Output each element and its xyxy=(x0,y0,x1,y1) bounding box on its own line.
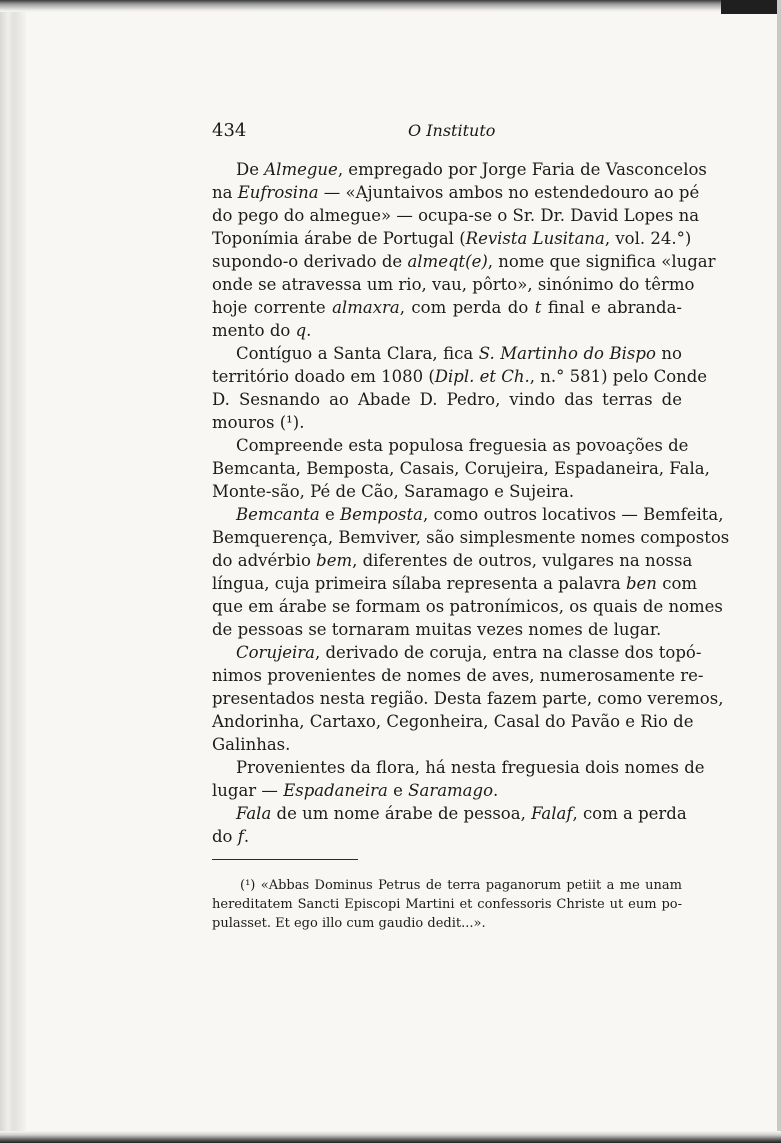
text-line: do advérbio bem, diferentes de outros, vulgares na nossa xyxy=(212,551,693,570)
text-line: Provenientes da flora, há nesta freguesia dois nomes de xyxy=(236,758,705,777)
text-line: do f. xyxy=(212,827,250,846)
footnote-line: (¹) «Abbas Dominus Petrus de terra paganorum petiit a me unam xyxy=(240,878,682,893)
text-line: Compreende esta populosa freguesia as povoações de xyxy=(236,436,689,455)
text-line: Toponímia árabe de Portugal (Revista Lusitana, vol. 24.°) xyxy=(212,229,692,248)
paragraph xyxy=(212,158,716,342)
text-line: Monte-são, Pé de Cão, Saramago e Sujeira. xyxy=(212,482,575,501)
text-line: Contíguo a Santa Clara, fica S. Martinho do Bispo no xyxy=(236,344,682,363)
text-line: Galinhas. xyxy=(212,735,291,754)
text-line: Andorinha, Cartaxo, Cegonheira, Casal do Pavão e Rio de xyxy=(212,712,694,731)
footnote-line: pulasset. Et ego illo cum gaudio dedit...». xyxy=(212,916,486,931)
text-line: de pessoas se tornaram muitas vezes nomes de lugar. xyxy=(212,620,662,639)
scan-edge-right xyxy=(777,0,781,1143)
running-title: O Instituto xyxy=(408,121,496,140)
text-line: D. Sesnando ao Abade D. Pedro, vindo das terras de xyxy=(212,390,682,409)
text-line: Fala de um nome árabe de pessoa, Falaf, com a perda xyxy=(236,804,687,823)
text-line: na Eufrosina — «Ajuntaivos ambos no estendedouro ao pé xyxy=(212,183,700,202)
text-line: mento do q. xyxy=(212,321,312,340)
text-line: onde se atravessa um rio, vau, pôrto», sinónimo do têrmo xyxy=(212,275,695,294)
body-text xyxy=(212,158,730,848)
paragraph xyxy=(212,756,705,802)
text-line: lugar — Espadaneira e Saramago. xyxy=(212,781,499,800)
text-line: território doado em 1080 (Dipl. et Ch., n.° 581) pelo Conde xyxy=(212,367,708,386)
text-line: Bemcanta e Bemposta, como outros locativos — Bemfeita, xyxy=(236,505,724,524)
text-line: Bemcanta, Bemposta, Casais, Corujeira, Espadaneira, Fala, xyxy=(212,459,710,478)
text-line: língua, cuja primeira sílaba representa a palavra ben com xyxy=(212,574,698,593)
text-line: supondo-o derivado de almeqt(e), nome que significa «lugar xyxy=(212,252,716,271)
text-line: De Almegue, empregado por Jorge Faria de Vasconcelos xyxy=(236,160,707,179)
text-line: hoje corrente almaxra, com perda do t final e abranda- xyxy=(212,298,682,317)
page-number: 434 xyxy=(212,120,247,141)
paragraph xyxy=(212,503,730,641)
text-line: presentados nesta região. Desta fazem parte, como veremos, xyxy=(212,689,724,708)
footnote xyxy=(212,876,682,933)
scan-edge-bottom xyxy=(0,1131,781,1143)
text-line: do pego do almegue» — ocupa-se o Sr. Dr. David Lopes na xyxy=(212,206,700,225)
paragraph xyxy=(212,641,724,756)
page-header xyxy=(212,120,680,144)
paragraph xyxy=(212,802,687,848)
text-line: mouros (¹). xyxy=(212,413,305,432)
scan-edge-left xyxy=(0,0,26,1143)
scan-edge-top xyxy=(0,0,781,12)
text-line: Corujeira, derivado de coruja, entra na classe dos topó- xyxy=(236,643,702,662)
text-line: nimos provenientes de nomes de aves, numerosamente re- xyxy=(212,666,704,685)
footnote-rule xyxy=(212,859,358,860)
paragraph xyxy=(212,342,708,434)
paragraph xyxy=(212,434,710,503)
text-line: que em árabe se formam os patronímicos, os quais de nomes xyxy=(212,597,723,616)
footnote-line: hereditatem Sancti Episcopi Martini et confessoris Christe ut eum po- xyxy=(212,897,682,912)
scan-corner-shadow xyxy=(721,0,781,14)
text-line: Bemquerença, Bemviver, são simplesmente nomes compostos xyxy=(212,528,730,547)
